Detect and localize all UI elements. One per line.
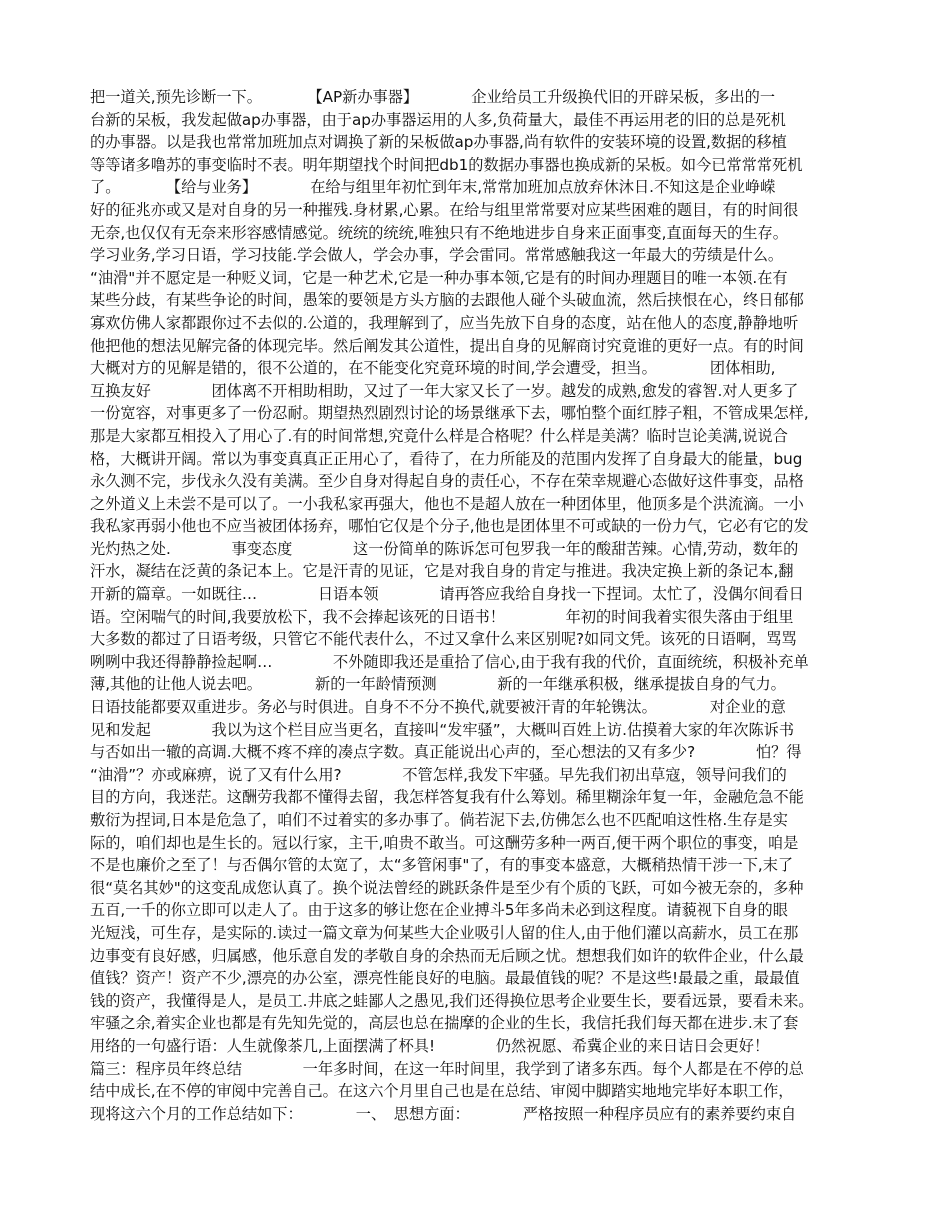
text-line: 台新的呆板，我发起做ap办事器，由于ap办事器运用的人多,负荷量大，最佳不再运用老的旧的总是死机	[90, 110, 786, 129]
text-line: 牢骚之余,着实企业也都是有先知先觉的，高层也总在揣摩的企业的生长，我信托我们每天都在进步.末了套	[90, 1014, 799, 1033]
text-line: 互换友好 团体离不开相助相助，又过了一年大家又长了一岁。越发的成熟,愈发的睿智.对人更多了	[90, 381, 799, 400]
text-line: 把一道关,预先诊断一下。 【AP新办事器】 企业给员工升级换代旧的开辟呆板，多出的一	[90, 88, 776, 106]
text-line: 格，大概讲开阔。常以为事变真真正正用心了，看待了，在力所能及的范围内发挥了自身最大的能量，bug	[90, 449, 803, 468]
text-line: 目的方向，我迷茫。这酬劳我都不懂得去留，我怎样答复我有什么筹划。稀里糊涂年复一年，金融危急不能	[90, 788, 804, 807]
text-line: 我私家再弱小他也不应当被团体扬弃，哪怕它仅是个分子,他也是团体里不可或缺的一份力气，它必有它的发	[90, 517, 809, 536]
text-line: 之外道义上未尝不是可以了。一小我私家再强大，他也不是超人放在一种团体里，他顶多是个洪流滴。一小	[90, 494, 804, 513]
text-line: 语。空闲喘气的时间,我要放松下，我不会捧起该死的日语书！ 年初的时间我着实很失落由于组里	[90, 607, 794, 626]
text-line: 光灼热之处. 事变态度 这一份简单的陈诉怎可包罗我一年的酸甜苦辣。心情,劳动，数年的	[90, 539, 799, 558]
text-line: 好的征兆亦或又是对自身的另一种摧残.身材累,心累。在给与组里常常要对应某些困难的题目，有的时间很	[90, 200, 799, 219]
text-line: 篇三：程序员年终总结 一年多时间，在这一年时间里，我学到了诸多东西。每个人都是在不停的总	[90, 1059, 804, 1078]
text-line: 钱的资产，我懂得是人，是员工.井底之蛙鄙人之愚见,我们还得换位思考企业要生长，要看远景，要看未来。	[90, 991, 814, 1010]
text-line: 用络的一句盛行语：人生就像茶几,上面摆满了杯具! 仍然祝愿、希冀企业的来日诘日会更好！	[90, 1036, 770, 1055]
text-line: “油滑"并不愿定是一种贬义词，它是一种艺术,它是一种办事本领,它是有的时间办理题目的唯一本领.在有	[90, 268, 788, 287]
text-line: 边事变有良好感，归属感，他乐意自发的孝敬自身的余热而无后顾之忧。想想我们如许的软件企业，什么最	[90, 946, 804, 965]
text-line: 见和发起 我以为这个栏目应当更名，直接叫“发牢骚”，大概叫百姓上访.估摸着大家的年次陈诉书	[90, 720, 795, 739]
text-line: 与否如出一辙的高调.大概不疼不痒的凑点字数。真正能说出心声的，至心想法的又有多少? 怕？得	[90, 743, 802, 762]
text-line: “油滑”？亦或麻痹，说了又有什么用? 不管怎样,我发下牢骚。早先我们初出草寇，领导问我们的	[90, 765, 787, 784]
text-line: 五百,一千的你立即可以走人了。由于这多的够让您在企业搏斗5年多尚未必到这程度。请藐视下自身的眼	[90, 901, 788, 920]
text-line: 了。 【给与业务】 在给与组里年初忙到年末,常常加班加点放弃休沐日.不知这是企业峥嵘	[90, 178, 776, 197]
text-line: 寡欢仿佛人家都跟你过不去似的.公道的，我理解到了，应当先放下自身的态度，站在他人的态度,静静地听	[90, 313, 799, 332]
text-line: 永久测不完，步伐永久没有美满。至少自身对得起自身的责任心，不存在荣幸规避心态做好这件事变，品格	[90, 472, 804, 491]
text-line: 他把他的想法见解完备的体现完毕。然后阐发其公道性，提出自身的见解商讨究竟谁的更好一点。有的时间	[90, 336, 804, 355]
text-line: 值钱？资产！资产不少,漂亮的办公室，漂亮性能良好的电脑。最最值钱的呢？不是这些!最最之重，最最值	[90, 969, 800, 988]
text-line: 敷衍为捏词,日本是危急了，咱们不过着实的多办事了。倘若泥下去,仿佛怎么也不匹配咱这性格.生存是实	[90, 811, 788, 829]
text-line: 大概对方的见解是错的，很不公道的，在不能变化究竟环境的时间,学会遭受，担当。 团体相助,	[90, 359, 776, 378]
text-line: 现将这六个月的工作总结如下： 一、 思想方面： 严格按照一种程序员应有的素养要约束自	[90, 1104, 797, 1123]
text-line: 际的，咱们却也是生长的。冠以行家，主干,咱贵不敢当。可这酬劳多种一两百,便干两个职位的事变，咱是	[90, 833, 799, 852]
text-line: 日语技能都要双重进步。务必与时俱进。自身不不分不换代,就要被汗青的年轮镌汰。 对企业的意	[90, 698, 786, 717]
text-line: 汗水，凝结在泛黄的条记本上。它是汗青的见证，它是对我自身的肯定与推进。我决定换上新的条记本,翻	[90, 562, 794, 581]
text-line: 大多数的都过了日语考级，只管它不能代表什么，不过又拿什么来区别呢?如同文凭。该死的日语啊，骂骂	[90, 630, 797, 649]
text-line: 某些分歧，有某些争论的时间，愚笨的要领是方头方脑的去跟他人碰个头破血流，然后挟恨在心，终日郁郁	[90, 291, 804, 310]
document-text	[90, 86, 865, 1125]
text-line: 光短浅，可生存，是实际的.读过一篇文章为何某些大企业吸引人留的住人,由于他们灌以高薪水，员工在那	[90, 923, 799, 942]
text-line: 开新的篇章。一如既往… 日语本领 请再答应我给自身找一下捏词。太忙了，没偶尔间看日	[90, 585, 804, 604]
text-line: 无奈,也仅仅有无奈来形容感情感觉。统统的统统,唯独只有不绝地进步自身来正面事变,直面每天的生存。	[90, 223, 788, 242]
text-line: 的办事器。以是我也常常加班加点对调换了新的呆板做ap办事器,尚有软件的安装环境的设置,数据的移植	[90, 133, 787, 152]
text-line: 学习业务,学习日语，学习技能.学会做人，学会办事，学会雷同。常常感触我这一年最大的劳绩是什么。	[90, 246, 784, 265]
text-line: 一份宽容，对事更多了一份忍耐。期望热烈剧烈讨论的场景继承下去，哪怕整个面红脖子粗，不管成果怎样,	[90, 404, 809, 423]
text-line: 那是大家都互相投入了用心了.有的时间常想,究竟什么样是合格呢？什么样是美满？临时岂论美满,说说合	[90, 426, 788, 445]
text-line: 很“莫名其妙"的这变乱成您认真了。换个说法曾经的跳跃条件是至少有个质的飞跃，可如今被无奈的，多种	[90, 878, 804, 897]
text-line: 结中成长,在不停的审阅中完善自己。在这六个月里自己也是在总结、审阅中脚踏实地地完毕好本职工作，	[90, 1082, 794, 1101]
text-line: 不是也廉价之至了！与否偶尔管的太宽了，太“多管闲事"了，有的事变本盛意，大概稍热情干涉一下,末了	[90, 856, 794, 875]
text-line: 咧咧中我还得静静捡起啊… 不外随即我还是重拾了信心,由于我有我的代价，直面统统，积极补充单	[90, 652, 809, 671]
text-line: 等等诸多噜苏的事变临时不表。明年期望找个时间把db1的数据办事器也换成新的呆板。如今已常常常死机	[90, 155, 803, 174]
text-line: 薄,其他的让他人说去吧。 新的一年龄情预测 新的一年继承积极，继承提拔自身的气力。	[90, 675, 786, 694]
